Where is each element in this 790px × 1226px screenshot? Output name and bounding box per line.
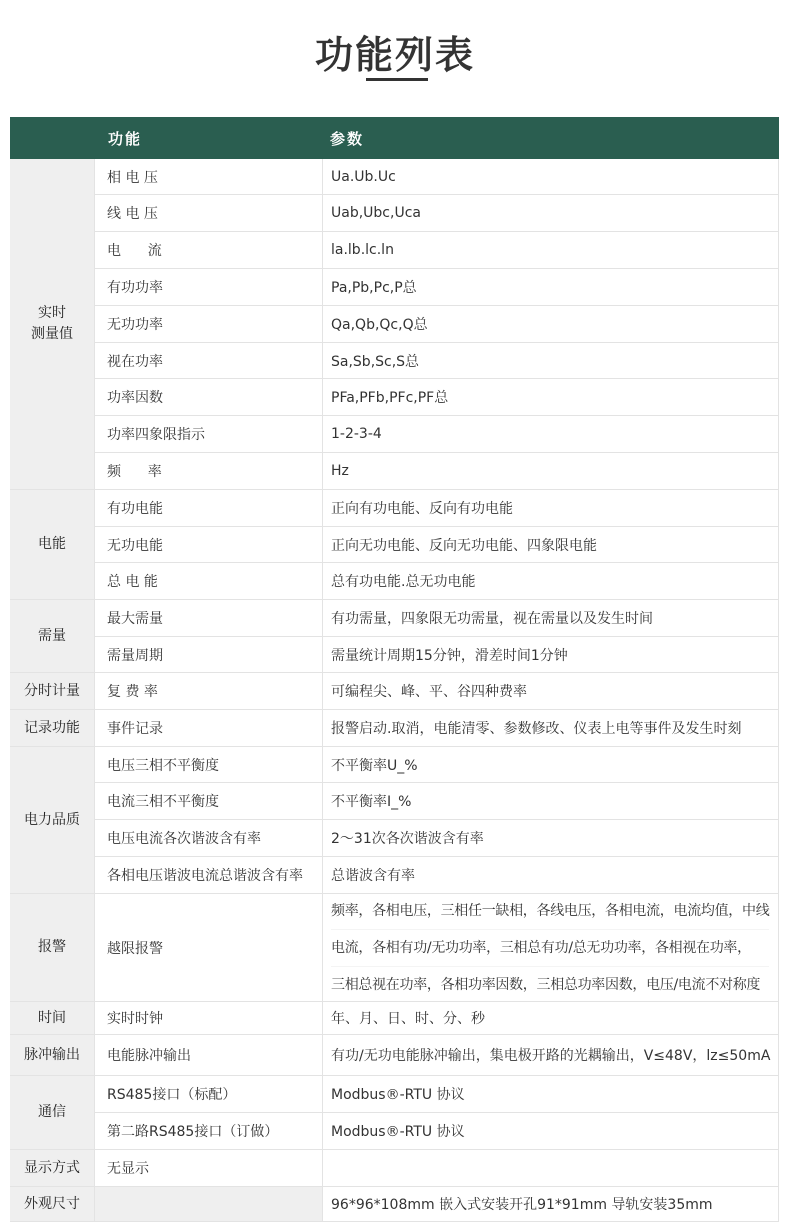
parameter-cell: 正向有功电能、反向有功电能 xyxy=(323,490,779,526)
table-row xyxy=(95,637,779,672)
function-cell: 事件记录 xyxy=(95,710,323,746)
parameter-cell: 有功/无功电能脉冲输出，集电极开路的光耦输出，V≤48V，lz≤50mA xyxy=(323,1035,779,1075)
parameter-cell: Pa,Pb,Pc,P总 xyxy=(323,269,779,305)
parameter-cell: PFa,PFb,PFc,PF总 xyxy=(323,379,779,415)
table-group xyxy=(10,747,779,894)
group-label: 通信 xyxy=(10,1076,95,1149)
table-row xyxy=(95,306,779,343)
table-row xyxy=(95,527,779,563)
parameter-cell: 不平衡率I_% xyxy=(323,783,779,819)
table-row xyxy=(95,343,779,379)
parameter-cell xyxy=(323,894,779,1001)
table-row xyxy=(95,379,779,416)
function-cell: 无功功率 xyxy=(95,306,323,342)
function-cell: 无功电能 xyxy=(95,527,323,562)
parameter-cell: 需量统计周期15分钟，滑差时间1分钟 xyxy=(323,637,779,672)
table-group xyxy=(10,1187,779,1222)
function-cell: 电流三相不平衡度 xyxy=(95,783,323,819)
group-label: 外观尺寸 xyxy=(10,1187,95,1221)
table-row xyxy=(95,1113,779,1149)
function-cell: 最大需量 xyxy=(95,600,323,636)
function-cell: 无显示 xyxy=(95,1150,323,1186)
table-row xyxy=(95,710,779,746)
page-title: 功能列表 xyxy=(314,33,475,77)
table-group xyxy=(10,710,779,747)
table-row xyxy=(95,195,779,232)
function-cell: 电 流 xyxy=(95,232,323,268)
table-body xyxy=(10,159,779,1222)
table-row xyxy=(95,563,779,599)
header-function: 功能 xyxy=(108,130,143,148)
parameter-cell: la.lb.lc.ln xyxy=(323,232,779,268)
parameter-cell: 有功需量，四象限无功需量，视在需量以及发生时间 xyxy=(323,600,779,636)
parameter-cell: 总谐波含有率 xyxy=(323,857,779,893)
group-label: 脉冲输出 xyxy=(10,1035,95,1075)
table-row xyxy=(95,820,779,857)
header-parameter: 参数 xyxy=(330,130,365,148)
function-cell xyxy=(95,1187,323,1221)
function-cell: 相 电 压 xyxy=(95,159,323,194)
parameter-cell: 2～31次各次谐波含有率 xyxy=(323,820,779,856)
table-row xyxy=(95,1002,779,1034)
table-row xyxy=(95,600,779,637)
table-row xyxy=(95,1150,779,1186)
parameter-cell: Qa,Qb,Qc,Q总 xyxy=(323,306,779,342)
table-group xyxy=(10,673,779,710)
function-table xyxy=(10,117,779,1222)
parameter-line: 频率，各相电压，三相任一缺相，各线电压，各相电流，电流均值，中线 xyxy=(331,893,769,930)
function-cell: 视在功率 xyxy=(95,343,323,378)
parameter-cell: 报警启动.取消，电能清零、参数修改、仪表上电等事件及发生时刻 xyxy=(323,710,779,746)
group-label: 实时 测量值 xyxy=(10,159,95,489)
group-label: 分时计量 xyxy=(10,673,95,709)
group-label: 报警 xyxy=(10,894,95,1001)
parameter-cell: Sa,Sb,Sc,S总 xyxy=(323,343,779,378)
table-header xyxy=(10,117,779,159)
table-group xyxy=(10,600,779,673)
table-row xyxy=(95,1035,779,1075)
table-group xyxy=(10,1076,779,1150)
table-group xyxy=(10,1035,779,1076)
table-row xyxy=(95,1187,779,1221)
function-cell: 总 电 能 xyxy=(95,563,323,599)
table-row xyxy=(95,857,779,893)
parameter-cell: 不平衡率U_% xyxy=(323,747,779,782)
function-cell: 频 率 xyxy=(95,453,323,489)
function-cell: 电能脉冲输出 xyxy=(95,1035,323,1075)
parameter-line: 电流，各相有功/无功功率，三相总有功/总无功功率，各相视在功率， xyxy=(331,930,769,967)
group-label: 需量 xyxy=(10,600,95,672)
title-underline xyxy=(366,78,428,81)
parameter-cell: 年、月、日、时、分、秒 xyxy=(323,1002,779,1034)
function-cell: 线 电 压 xyxy=(95,195,323,231)
table-row xyxy=(95,416,779,453)
parameter-cell: 总有功电能.总无功电能 xyxy=(323,563,779,599)
group-label: 时间 xyxy=(10,1002,95,1034)
table-row xyxy=(95,159,779,195)
table-group xyxy=(10,490,779,600)
parameter-line: 三相总视在功率，各相功率因数，三相总功率因数，电压/电流不对称度 xyxy=(331,976,761,993)
table-row xyxy=(95,783,779,820)
function-cell: 功率因数 xyxy=(95,379,323,415)
table-group xyxy=(10,1002,779,1035)
function-cell: RS485接口（标配） xyxy=(95,1076,323,1112)
table-row xyxy=(95,232,779,269)
function-cell: 电压电流各次谐波含有率 xyxy=(95,820,323,856)
function-cell: 有功功率 xyxy=(95,269,323,305)
function-cell: 需量周期 xyxy=(95,637,323,672)
table-group xyxy=(10,1150,779,1187)
parameter-cell xyxy=(323,1150,779,1186)
group-label: 记录功能 xyxy=(10,710,95,746)
function-cell: 复 费 率 xyxy=(95,673,323,709)
table-row xyxy=(95,1076,779,1113)
parameter-cell: Uab,Ubc,Uca xyxy=(323,195,779,231)
table-row xyxy=(95,747,779,783)
table-row xyxy=(95,453,779,489)
table-row xyxy=(95,269,779,306)
parameter-cell: Ua.Ub.Uc xyxy=(323,159,779,194)
table-row xyxy=(95,894,779,1001)
parameter-cell: Modbus®-RTU 协议 xyxy=(323,1076,779,1112)
function-cell: 有功电能 xyxy=(95,490,323,526)
function-cell: 第二路RS485接口（订做） xyxy=(95,1113,323,1149)
function-cell: 越限报警 xyxy=(95,894,323,1001)
parameter-cell: 96*96*108mm 嵌入式安装开孔91*91mm 导轨安装35mm xyxy=(323,1187,779,1221)
table-row xyxy=(95,673,779,709)
group-label: 显示方式 xyxy=(10,1150,95,1186)
function-cell: 功率四象限指示 xyxy=(95,416,323,452)
function-cell: 电压三相不平衡度 xyxy=(95,747,323,782)
function-cell: 各相电压谐波电流总谐波含有率 xyxy=(95,857,323,893)
parameter-cell: Modbus®-RTU 协议 xyxy=(323,1113,779,1149)
parameter-cell: 正向无功电能、反向无功电能、四象限电能 xyxy=(323,527,779,562)
parameter-cell: 可编程尖、峰、平、谷四种费率 xyxy=(323,673,779,709)
table-group xyxy=(10,159,779,490)
parameter-cell: 1-2-3-4 xyxy=(323,416,779,452)
function-cell: 实时时钟 xyxy=(95,1002,323,1034)
table-row xyxy=(95,490,779,527)
group-label: 电力品质 xyxy=(10,747,95,893)
group-label: 电能 xyxy=(10,490,95,599)
table-group xyxy=(10,894,779,1002)
parameter-cell: Hz xyxy=(323,453,779,489)
